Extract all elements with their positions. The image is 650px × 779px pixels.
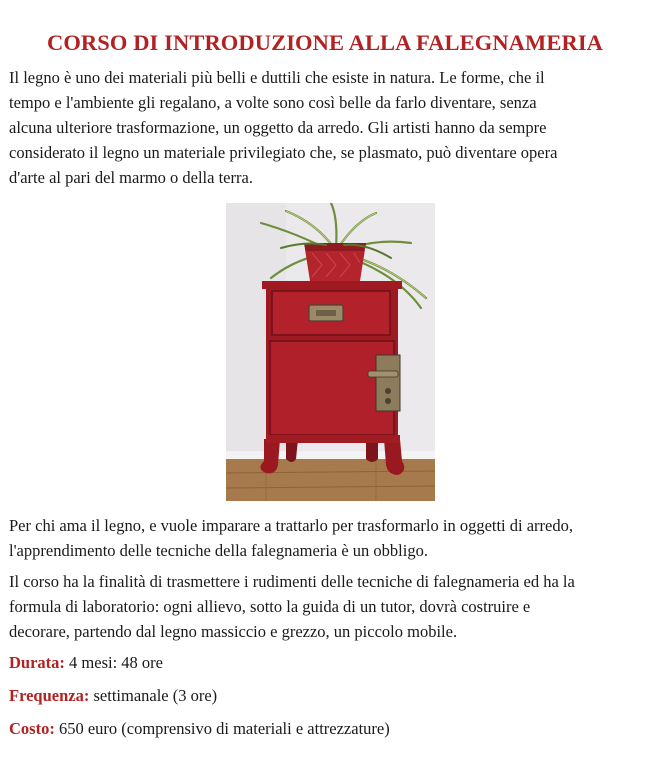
intro-line: Il legno è uno dei materiali più belli e duttili che esiste in natura. Le forme, che il: [9, 68, 545, 87]
paragraph-3-line: formula di laboratorio: ogni allievo, sotto la guida di un tutor, dovrà costruire e: [9, 597, 531, 616]
intro-line: tempo e l'ambiente gli regalano, a volte sono così belle da farlo diventare, senza: [9, 93, 537, 112]
cost-row: [9, 716, 390, 741]
duration-row: [9, 650, 163, 675]
intro-line: considerato il legno un materiale privilegiato che, se plasmato, può diventare opera: [9, 143, 558, 162]
paragraph-2: [9, 513, 573, 563]
intro-line: alcuna ulteriore trasformazione, un oggetto da arredo. Gli artisti hanno da sempre: [9, 118, 547, 137]
paragraph-2-line: l'apprendimento delle tecniche della falegnameria è un obbligo.: [9, 541, 428, 560]
cost-value: 650 euro (comprensivo di materiali e attrezzature): [54, 719, 390, 738]
frequency-row: [9, 683, 217, 708]
page-title: CORSO DI INTRODUZIONE ALLA FALEGNAMERIA: [46, 30, 604, 55]
intro-paragraph: [9, 65, 557, 190]
cost-label: Costo:: [9, 719, 55, 738]
paragraph-2-line: Per chi ama il legno, e vuole imparare a trattarlo per trasformarlo in oggetti di arredo,: [9, 516, 573, 535]
frequency-value: settimanale (3 ore): [89, 686, 218, 705]
duration-label: Durata:: [9, 653, 65, 672]
frequency-label: Frequenza:: [9, 686, 90, 705]
duration-value: 4 mesi: 48 ore: [64, 653, 163, 672]
paragraph-3: [9, 569, 575, 644]
paragraph-3-line: Il corso ha la finalità di trasmettere i rudimenti delle tecniche di falegnameria ed ha la: [9, 572, 575, 591]
paragraph-3-line: decorare, partendo dal legno massiccio e grezzo, un piccolo mobile.: [9, 622, 458, 641]
nightstand-photo: [226, 203, 435, 501]
intro-line: d'arte al pari del marmo o della terra.: [9, 168, 253, 187]
